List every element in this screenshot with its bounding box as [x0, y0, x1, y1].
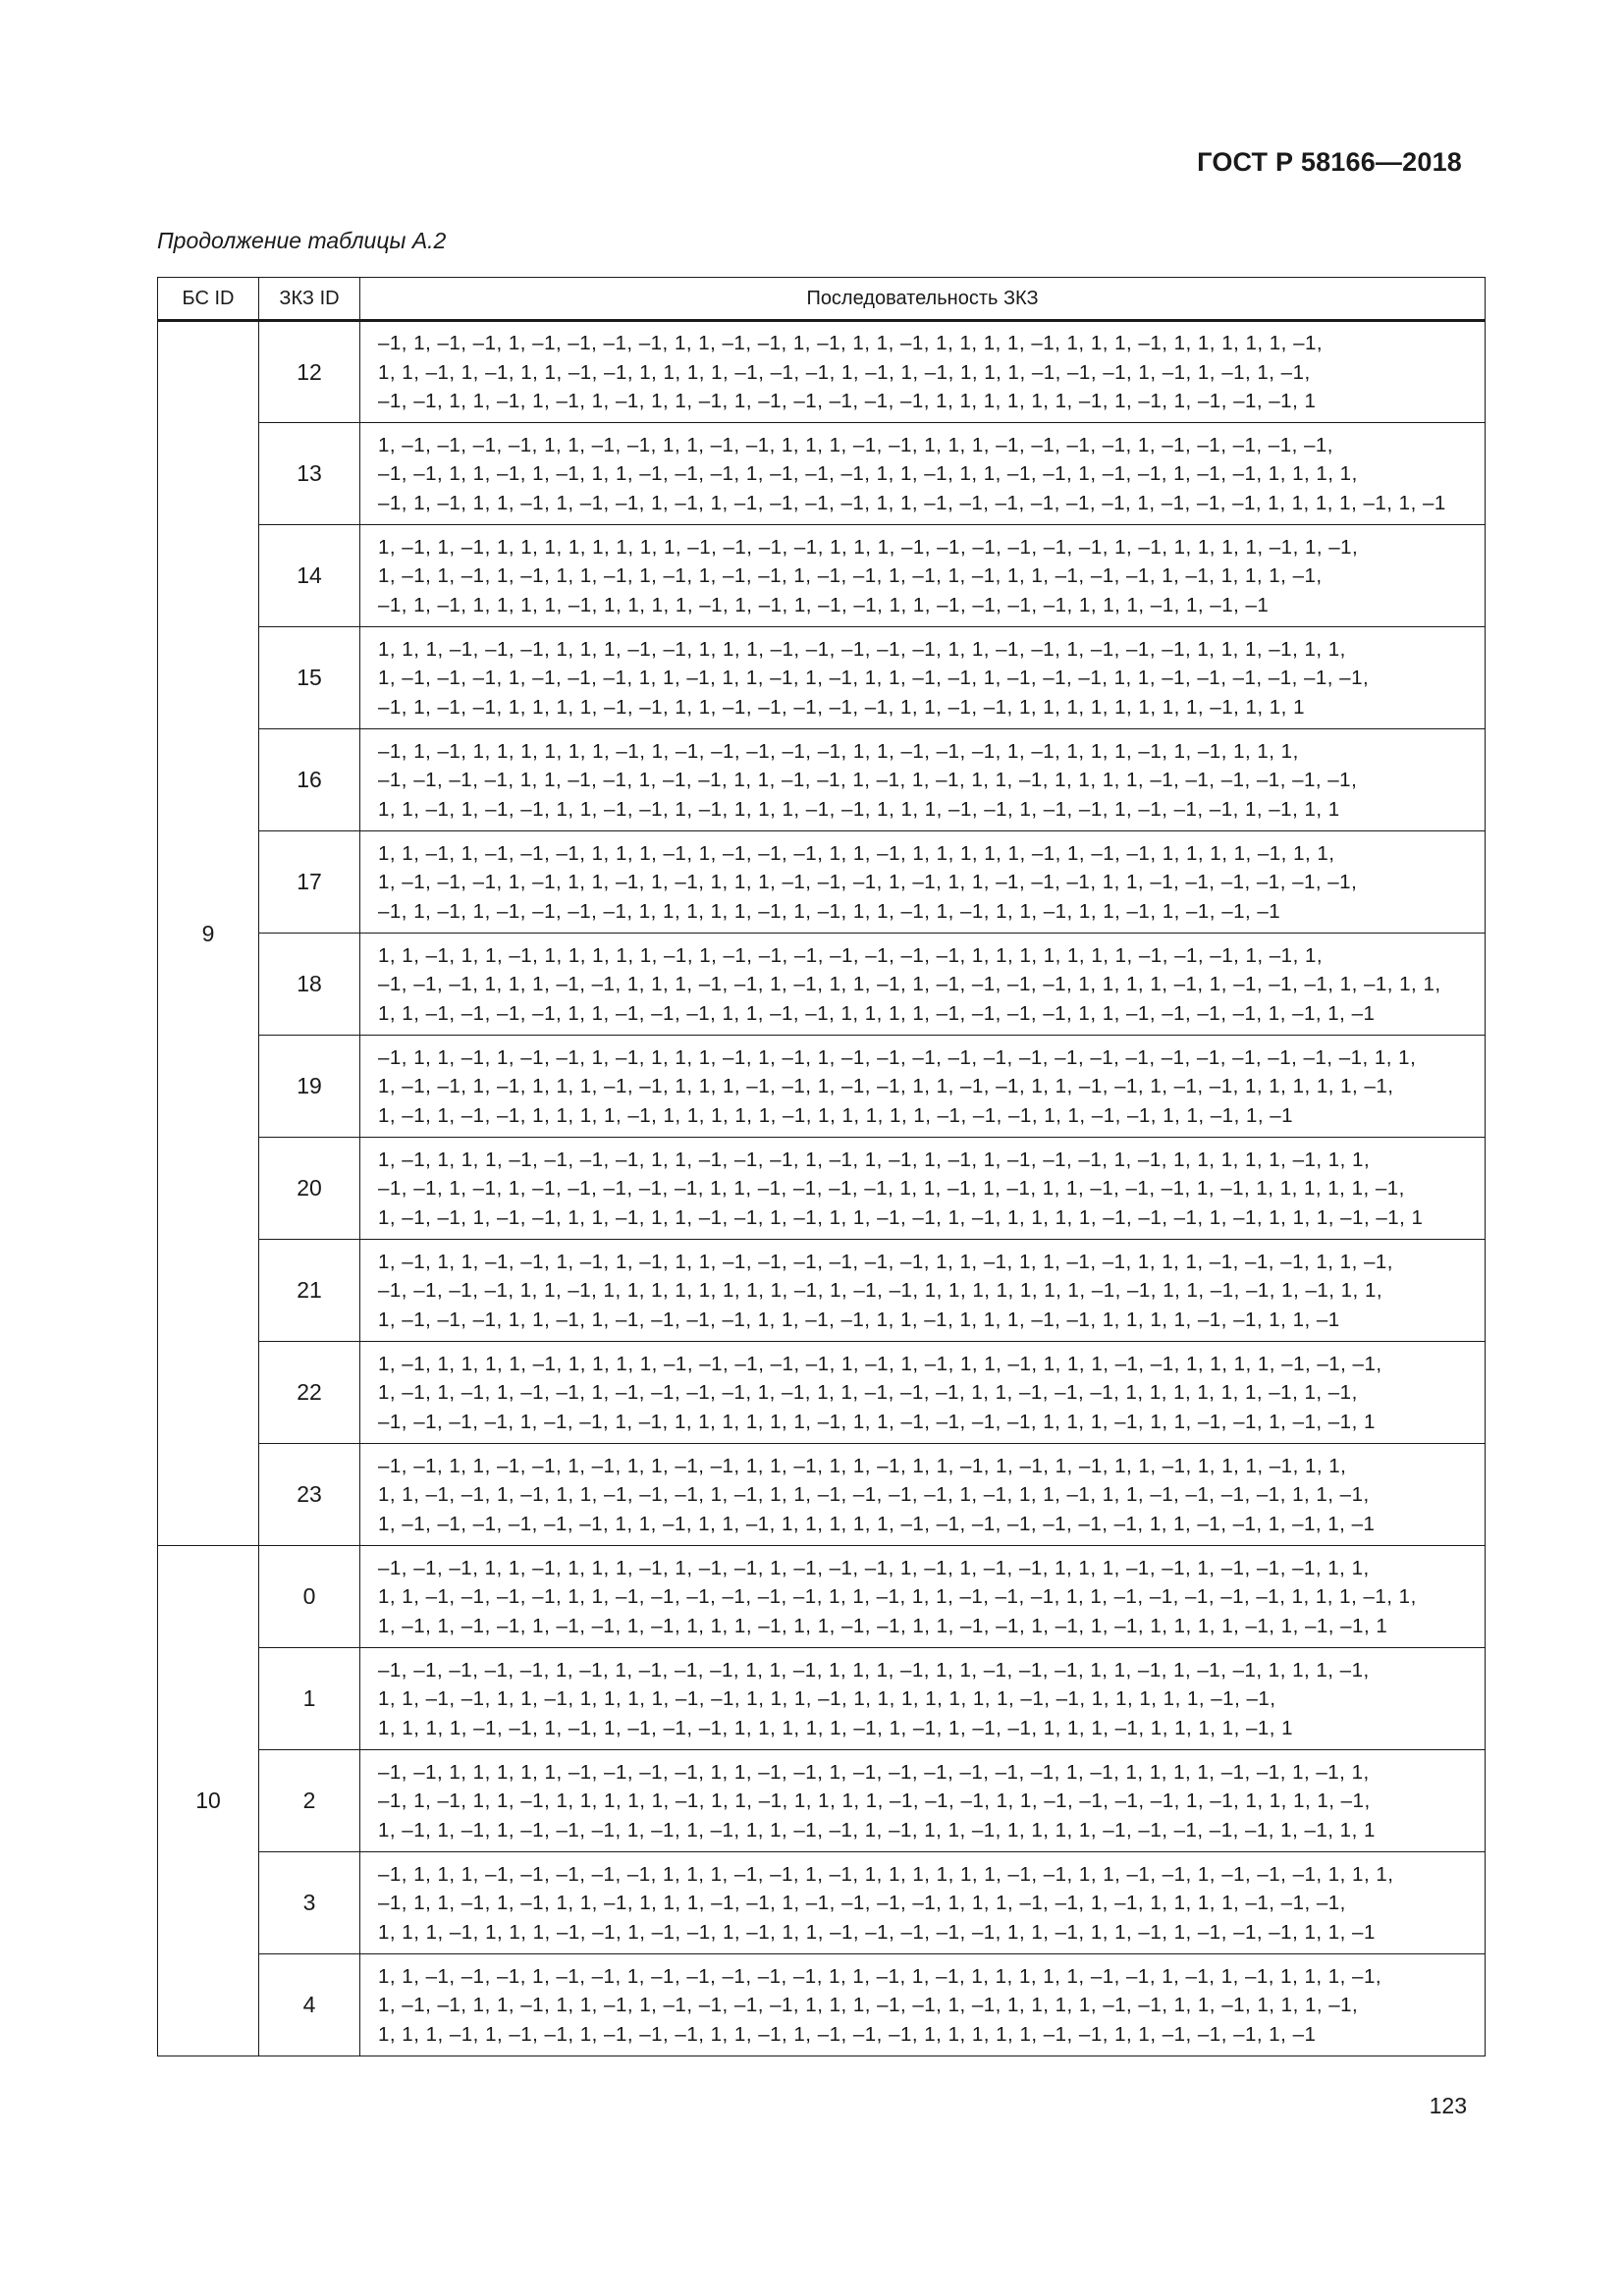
sequence-line: 1, –1, –1, –1, –1, 1, 1, –1, –1, 1, 1, –1, –1, 1, 1, 1, –1, –1, 1, 1, 1, –1, –1, –1, –1, 1, –1, –1, –1, –1, –1,: [378, 433, 1333, 456]
bs-id-cell: 10: [158, 1546, 259, 2056]
zkz-id-cell: 12: [259, 321, 360, 423]
sequence-cell: [360, 1342, 1486, 1444]
zkz-id-cell: 0: [259, 1546, 360, 1648]
sequence-line: –1, –1, 1, 1, –1, –1, 1, –1, 1, 1, –1, –1, 1, 1, –1, 1, 1, –1, 1, 1, –1, 1, –1, 1, –1, 1, 1, –1, 1, 1, 1, –1, 1, 1,: [378, 1454, 1347, 1477]
sequence-line: 1, –1, –1, 1, –1, 1, 1, 1, –1, –1, 1, 1, 1, –1, –1, 1, –1, –1, 1, 1, –1, –1, 1, 1, –1, –1, 1, –1, –1, 1, 1, 1, 1, 1, –1,: [378, 1075, 1394, 1098]
sequence-line: 1, 1, –1, –1, –1, 1, –1, –1, 1, –1, –1, –1, –1, –1, 1, 1, –1, 1, –1, 1, 1, 1, 1, 1, –1, –1, 1, –1, 1, –1, 1, 1, 1, –1,: [378, 1964, 1382, 1988]
sequence-cell: [360, 1444, 1486, 1546]
sequence-line: –1, 1, –1, 1, 1, –1, 1, 1, 1, 1, 1, –1, 1, 1, –1, 1, 1, 1, 1, –1, –1, –1, 1, 1, –1, –1, –1, –1, 1, –1, 1, 1, 1, 1, –1,: [378, 1789, 1371, 1813]
sequence-cell: [360, 1036, 1486, 1138]
table-row: [158, 1342, 1486, 1444]
sequence-cell: [360, 627, 1486, 729]
sequence-line: 1, 1, 1, –1, –1, –1, 1, 1, 1, –1, –1, 1, 1, 1, –1, –1, –1, –1, –1, 1, 1, –1, –1, 1, –1, –1, –1, 1, 1, 1, –1, 1, 1,: [378, 637, 1346, 661]
table-row: [158, 831, 1486, 934]
sequence-line: 1, 1, 1, –1, 1, –1, –1, 1, –1, –1, –1, 1, 1, –1, 1, –1, –1, –1, 1, 1, 1, 1, 1, –1, –1, 1, 1, –1, –1, –1, 1, –1: [378, 2022, 1317, 2046]
table-row: [158, 1546, 1486, 1648]
page-number: 123: [1429, 2093, 1467, 2118]
table-row: [158, 321, 1486, 423]
zkz-id-cell: 1: [259, 1648, 360, 1750]
sequence-line: 1, –1, 1, –1, –1, 1, 1, 1, 1, –1, 1, 1, 1, 1, 1, –1, 1, 1, 1, 1, 1, –1, –1, –1, 1, 1, –1, –1, 1, 1, –1, 1, –1: [378, 1103, 1294, 1127]
zkz-id-cell: 2: [259, 1750, 360, 1852]
sequence-cell: [360, 423, 1486, 525]
zkz-id-cell: 14: [259, 525, 360, 627]
sequence-line: –1, –1, 1, 1, 1, 1, 1, –1, –1, –1, –1, 1, 1, –1, –1, 1, –1, –1, –1, –1, –1, –1, 1, –1, 1, 1, 1, 1, –1, –1, 1, –1, 1,: [378, 1760, 1370, 1784]
sequence-line: 1, –1, 1, –1, 1, 1, 1, 1, 1, 1, 1, 1, –1, –1, –1, –1, 1, 1, 1, –1, –1, –1, –1, –1, –1, 1, –1, 1, 1, 1, 1, –1, 1, –1,: [378, 535, 1359, 559]
sequence-line: 1, –1, 1, –1, –1, 1, –1, –1, 1, –1, 1, 1, 1, –1, 1, 1, –1, –1, 1, 1, –1, –1, 1, –1, 1, –1, 1, 1, 1, 1, –1, 1, –1, –1, 1: [378, 1614, 1388, 1637]
table-row: [158, 1240, 1486, 1342]
sequence-line: –1, –1, 1, –1, 1, –1, –1, –1, –1, –1, 1, 1, –1, –1, –1, –1, 1, 1, –1, 1, –1, 1, 1, –1, –1, –1, 1, –1, 1, 1, 1, 1, 1, –1,: [378, 1177, 1405, 1201]
sequence-line: 1, 1, –1, 1, –1, –1, 1, 1, –1, –1, 1, –1, 1, 1, 1, –1, –1, 1, 1, 1, –1, –1, 1, –1, –1, 1, –1, –1, –1, 1, –1, 1, 1: [378, 797, 1340, 821]
sequence-line: 1, –1, 1, –1, 1, –1, 1, 1, –1, 1, –1, 1, –1, –1, 1, –1, –1, 1, –1, 1, –1, 1, 1, –1, –1, –1, 1, –1, 1, 1, 1, –1,: [378, 564, 1323, 588]
sequence-line: –1, 1, –1, –1, 1, 1, 1, 1, –1, –1, 1, 1, –1, –1, –1, –1, –1, 1, 1, –1, –1, 1, 1, 1, 1, 1, 1, 1, 1, –1, 1, 1, 1: [378, 695, 1305, 719]
sequence-line: –1, 1, 1, –1, 1, –1, 1, 1, –1, 1, 1, 1, –1, –1, 1, –1, –1, –1, –1, 1, 1, 1, –1, –1, 1, –1, 1, 1, 1, 1, –1, –1, –1,: [378, 1892, 1346, 1915]
sequence-cell: [360, 831, 1486, 934]
sequence-line: 1, 1, –1, 1, –1, –1, –1, 1, 1, 1, –1, 1, –1, –1, –1, 1, 1, –1, 1, 1, 1, 1, 1, –1, 1, –1, –1, 1, 1, 1, 1, –1, 1, 1,: [378, 841, 1335, 865]
table-row: [158, 1648, 1486, 1750]
sequence-line: –1, 1, –1, 1, 1, 1, 1, –1, 1, 1, 1, 1, –1, 1, –1, 1, –1, –1, 1, 1, –1, –1, –1, –1, 1, 1, 1, –1, 1, –1, –1: [378, 593, 1270, 616]
sequence-line: 1, 1, –1, –1, –1, –1, 1, 1, –1, –1, –1, 1, 1, –1, –1, 1, 1, 1, 1, –1, –1, –1, –1, 1, 1, –1, –1, –1, –1, 1, –1, 1, –1: [378, 1001, 1376, 1025]
sequence-cell: [360, 1546, 1486, 1648]
zkz-id-cell: 23: [259, 1444, 360, 1546]
sequence-line: 1, 1, –1, –1, 1, –1, 1, 1, –1, –1, –1, 1, –1, 1, 1, –1, –1, –1, –1, 1, –1, 1, 1, –1, 1, 1, –1, –1, –1, –1, 1, 1, –1,: [378, 1483, 1370, 1507]
sequence-line: –1, 1, –1, 1, 1, 1, 1, 1, 1, –1, 1, –1, –1, –1, –1, –1, 1, 1, –1, –1, –1, 1, –1, 1, 1, 1, –1, 1, –1, 1, 1, 1,: [378, 739, 1299, 763]
bs-id-cell: 9: [158, 321, 259, 1546]
sequence-line: –1, 1, 1, –1, 1, –1, –1, 1, –1, 1, 1, 1, –1, 1, –1, 1, –1, –1, –1, –1, –1, –1, –1, –1, –1, –1, –1, –1, –1, –1, –1, 1, 1,: [378, 1045, 1417, 1069]
sequence-line: 1, –1, –1, –1, 1, 1, –1, 1, –1, –1, –1, –1, 1, 1, –1, –1, 1, 1, –1, 1, 1, 1, –1, –1, 1, 1, 1, 1, –1, –1, 1, 1, –1: [378, 1308, 1340, 1331]
sequence-line: 1, –1, –1, 1, –1, –1, 1, 1, –1, 1, 1, –1, –1, 1, –1, 1, 1, –1, –1, 1, –1, 1, 1, 1, 1, –1, –1, –1, 1, –1, 1, 1, 1, –1, –1, 1: [378, 1205, 1424, 1229]
sequence-table: [157, 277, 1486, 2056]
sequence-line: 1, 1, –1, 1, 1, –1, 1, 1, 1, 1, 1, –1, 1, –1, –1, –1, –1, –1, –1, –1, 1, 1, 1, 1, 1, 1, 1, –1, –1, –1, 1, –1, 1,: [378, 943, 1324, 967]
sequence-line: 1, 1, 1, –1, 1, 1, 1, –1, –1, 1, –1, –1, 1, –1, 1, 1, –1, –1, –1, –1, –1, 1, 1, –1, 1, 1, –1, 1, –1, –1, –1, 1, 1, –1: [378, 1920, 1376, 1944]
table-body: [158, 321, 1486, 2056]
column-header-bs-id: БС ID: [158, 278, 259, 321]
sequence-line: 1, –1, 1, –1, 1, –1, –1, –1, 1, –1, 1, –1, 1, 1, –1, –1, 1, –1, 1, 1, –1, 1, 1, 1, 1, –1, –1, –1, –1, –1, 1, –1, 1, 1: [378, 1818, 1376, 1842]
sequence-line: –1, –1, 1, 1, –1, 1, –1, 1, 1, –1, –1, –1, 1, –1, –1, –1, 1, 1, –1, 1, 1, –1, –1, 1, –1, –1, 1, –1, –1, 1, 1, 1, 1,: [378, 462, 1358, 486]
sequence-cell: [360, 1750, 1486, 1852]
zkz-id-cell: 19: [259, 1036, 360, 1138]
sequence-line: –1, –1, –1, –1, –1, 1, –1, 1, –1, –1, –1, 1, 1, –1, 1, 1, 1, –1, 1, 1, –1, –1, –1, 1, 1, –1, 1, –1, –1, 1, 1, 1, –1,: [378, 1658, 1370, 1682]
document-id-header: ГОСТ Р 58166—2018: [1197, 147, 1462, 177]
column-header-sequence: Последовательность ЗКЗ: [360, 278, 1486, 321]
sequence-line: –1, –1, –1, –1, 1, 1, –1, –1, 1, –1, –1, 1, 1, –1, –1, 1, –1, 1, –1, 1, 1, –1, 1, 1, 1, 1, –1, –1, –1, –1, –1, –1,: [378, 769, 1358, 792]
sequence-line: 1, 1, –1, –1, –1, –1, 1, 1, –1, –1, –1, –1, –1, –1, 1, 1, –1, 1, 1, –1, –1, –1, 1, 1, –1, –1, –1, –1, –1, 1, 1, 1, –1, 1,: [378, 1585, 1417, 1609]
zkz-id-cell: 22: [259, 1342, 360, 1444]
sequence-cell: [360, 1954, 1486, 2056]
table-caption: Продолжение таблицы А.2: [157, 228, 447, 253]
sequence-line: 1, –1, –1, –1, 1, –1, –1, –1, 1, 1, –1, 1, 1, –1, 1, –1, 1, 1, –1, –1, 1, –1, –1, –1, 1, 1, –1, –1, –1, –1, –1, –1,: [378, 667, 1370, 690]
sequence-cell: [360, 934, 1486, 1036]
sequence-cell: [360, 729, 1486, 831]
sequence-line: –1, –1, 1, 1, –1, 1, –1, 1, –1, 1, 1, –1, 1, –1, –1, –1, –1, –1, 1, 1, 1, 1, 1, 1, –1, 1, –1, 1, –1, –1, –1, 1: [378, 390, 1317, 413]
sequence-line: –1, –1, –1, –1, 1, –1, –1, 1, –1, 1, 1, 1, 1, 1, 1, –1, 1, 1, –1, –1, –1, –1, 1, 1, 1, –1, 1, 1, –1, –1, 1, –1, –1, 1: [378, 1410, 1376, 1433]
sequence-cell: [360, 1648, 1486, 1750]
sequence-cell: [360, 1240, 1486, 1342]
zkz-id-cell: 4: [259, 1954, 360, 2056]
sequence-cell: [360, 1852, 1486, 1954]
table-row: [158, 1954, 1486, 2056]
sequence-line: 1, –1, –1, –1, 1, –1, 1, 1, –1, 1, –1, 1, 1, 1, –1, –1, –1, 1, –1, 1, 1, –1, –1, –1, 1, 1, –1, –1, –1, –1, –1, –1,: [378, 871, 1358, 894]
sequence-cell: [360, 321, 1486, 423]
table-row: [158, 1138, 1486, 1240]
sequence-cell: [360, 525, 1486, 627]
sequence-line: 1, 1, –1, 1, –1, 1, 1, –1, –1, 1, 1, 1, 1, –1, –1, –1, 1, –1, 1, –1, 1, 1, 1, –1, –1, –1, 1, –1, 1, –1, 1, –1,: [378, 360, 1311, 384]
zkz-id-cell: 13: [259, 423, 360, 525]
sequence-line: 1, –1, –1, –1, –1, –1, –1, 1, 1, –1, 1, 1, –1, 1, 1, 1, 1, 1, –1, –1, –1, –1, –1, –1, –1, 1, 1, –1, –1, 1, –1, 1, –1: [378, 1512, 1376, 1535]
sequence-line: –1, –1, –1, 1, 1, –1, 1, 1, 1, –1, 1, –1, –1, 1, –1, –1, –1, 1, –1, 1, –1, –1, 1, 1, 1, –1, –1, 1, –1, –1, –1, 1, 1,: [378, 1556, 1370, 1579]
table-row: [158, 1852, 1486, 1954]
sequence-line: –1, 1, –1, –1, 1, –1, –1, –1, –1, 1, 1, –1, –1, 1, –1, 1, 1, –1, 1, 1, 1, 1, –1, 1, 1, 1, –1, 1, 1, 1, 1, 1, –1,: [378, 332, 1324, 355]
sequence-line: 1, 1, 1, 1, –1, –1, 1, –1, 1, –1, –1, –1, 1, 1, 1, 1, 1, –1, 1, –1, 1, –1, –1, 1, 1, 1, –1, 1, 1, 1, 1, –1, 1: [378, 1716, 1294, 1739]
table-row: [158, 627, 1486, 729]
zkz-id-cell: 21: [259, 1240, 360, 1342]
zkz-id-cell: 15: [259, 627, 360, 729]
zkz-id-cell: 16: [259, 729, 360, 831]
table-row: [158, 934, 1486, 1036]
table-row: [158, 1750, 1486, 1852]
column-header-zkz-id: ЗКЗ ID: [259, 278, 360, 321]
sequence-line: –1, 1, 1, 1, –1, –1, –1, –1, –1, 1, 1, 1, –1, –1, 1, –1, 1, 1, 1, 1, 1, 1, –1, –1, 1, 1, –1, –1, 1, –1, –1, –1, 1, 1, 1,: [378, 1862, 1394, 1886]
zkz-id-cell: 18: [259, 934, 360, 1036]
sequence-line: –1, –1, –1, –1, 1, 1, –1, 1, 1, 1, 1, 1, 1, 1, 1, –1, 1, –1, –1, 1, 1, 1, 1, 1, 1, 1, –1, –1, 1, 1, –1, –1, 1, –1, 1, 1,: [378, 1279, 1383, 1303]
table-row: [158, 1444, 1486, 1546]
zkz-id-cell: 17: [259, 831, 360, 934]
zkz-id-cell: 20: [259, 1138, 360, 1240]
table-row: [158, 1036, 1486, 1138]
sequence-line: 1, –1, –1, 1, 1, –1, 1, 1, –1, 1, –1, –1, –1, –1, 1, 1, 1, –1, –1, 1, –1, 1, 1, 1, 1, –1, –1, 1, 1, –1, 1, 1, 1, –1,: [378, 1994, 1359, 2017]
table-row: [158, 525, 1486, 627]
sequence-line: –1, 1, –1, 1, 1, –1, 1, –1, –1, 1, –1, 1, –1, –1, –1, –1, 1, 1, –1, –1, –1, –1, –1, –1, 1, –1, –1, –1, 1, 1, 1, 1, –1, 1, –1: [378, 491, 1446, 514]
table-row: [158, 729, 1486, 831]
sequence-line: –1, 1, –1, 1, –1, –1, –1, –1, 1, 1, 1, 1, 1, –1, 1, –1, 1, 1, –1, 1, –1, 1, 1, –1, 1, 1, –1, 1, –1, –1, –1: [378, 899, 1281, 923]
table-header-row: [158, 278, 1486, 321]
sequence-line: 1, –1, 1, 1, 1, –1, –1, –1, –1, 1, 1, –1, –1, –1, 1, –1, 1, –1, 1, –1, 1, –1, –1, –1, 1, –1, 1, 1, 1, 1, 1, –1, 1, 1,: [378, 1148, 1371, 1171]
table-row: [158, 423, 1486, 525]
sequence-line: 1, –1, 1, –1, 1, –1, –1, 1, –1, –1, –1, –1, 1, –1, 1, 1, –1, –1, –1, 1, 1, –1, –1, –1, 1, 1, 1, 1, 1, 1, –1, 1, –1,: [378, 1381, 1358, 1405]
sequence-line: 1, –1, 1, 1, –1, –1, 1, –1, 1, –1, 1, 1, –1, –1, –1, –1, –1, –1, 1, 1, –1, 1, 1, –1, –1, 1, 1, 1, –1, –1, –1, 1, 1, –1,: [378, 1250, 1393, 1273]
sequence-line: –1, –1, –1, 1, 1, 1, –1, –1, 1, 1, 1, –1, –1, 1, –1, 1, 1, –1, 1, –1, –1, –1, –1, 1, 1, 1, 1, –1, 1, –1, –1, –1, 1, –1, 1, 1,: [378, 973, 1441, 996]
sequence-line: 1, 1, –1, –1, 1, 1, –1, 1, 1, 1, 1, –1, –1, 1, 1, 1, –1, 1, 1, 1, 1, 1, 1, 1, –1, –1, 1, 1, 1, 1, 1, –1, –1,: [378, 1687, 1276, 1711]
zkz-id-cell: 3: [259, 1852, 360, 1954]
sequence-cell: [360, 1138, 1486, 1240]
sequence-line: 1, –1, 1, 1, 1, 1, –1, 1, 1, 1, 1, –1, –1, –1, –1, –1, 1, –1, 1, –1, 1, 1, –1, 1, 1, 1, –1, –1, 1, 1, 1, 1, –1, –1, –1,: [378, 1352, 1382, 1375]
